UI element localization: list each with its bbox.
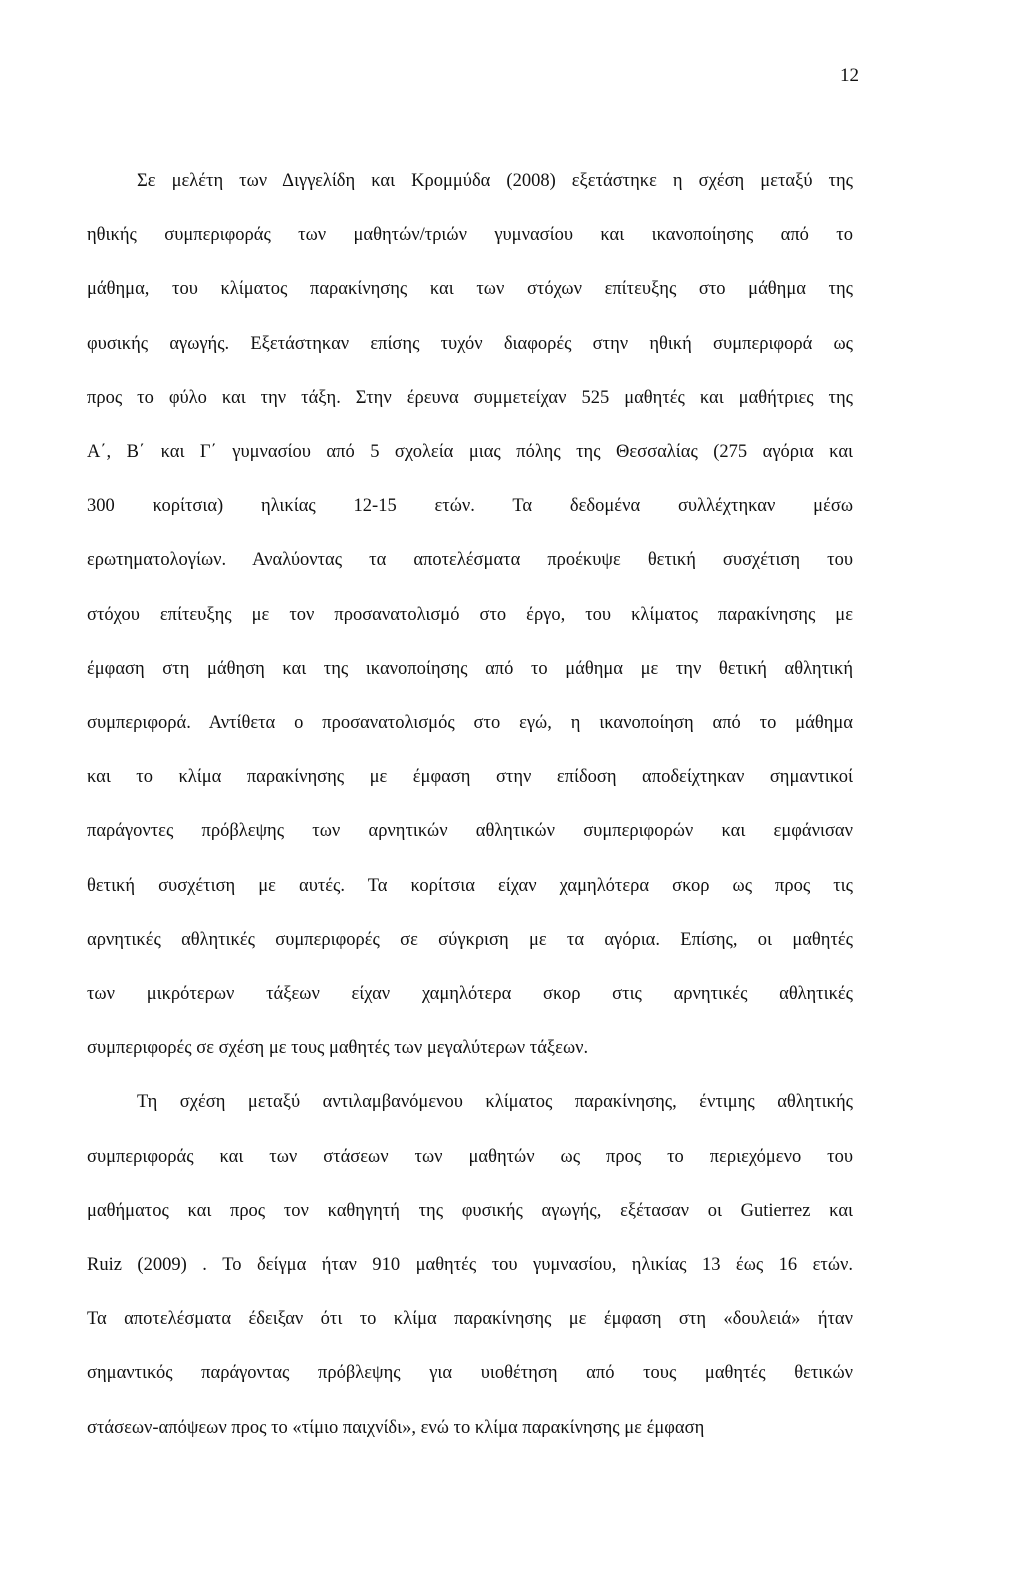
text-line-content: ερωτηματολογίων. Αναλύοντας τα αποτελέσματα προέκυψε θετική συσχέτιση του xyxy=(87,550,853,570)
text-line-content: 300 κορίτσια) ηλικίας 12-15 ετών. Τα δεδομένα συλλέχτηκαν μέσω xyxy=(87,496,853,516)
text-line xyxy=(0,276,1024,330)
text-line-content: συμπεριφοράς και των στάσεων των μαθητών ως προς το περιεχόμενο του xyxy=(87,1147,853,1167)
text-line xyxy=(0,1252,1024,1306)
text-line-content: προς το φύλο και την τάξη. Στην έρευνα συμμετείχαν 525 μαθητές και μαθήτριες της xyxy=(87,388,853,408)
text-line-content: Τη σχέση μεταξύ αντιλαμβανόμενου κλίματος παρακίνησης, έντιμης αθλητικής xyxy=(137,1092,853,1112)
text-line xyxy=(0,493,1024,547)
text-line-content: θετική συσχέτιση με αυτές. Τα κορίτσια είχαν χαμηλότερα σκορ ως προς τις xyxy=(87,876,853,896)
text-line-content: στάσεων-απόψεων προς το «τίμιο παιχνίδι», ενώ το κλίμα παρακίνησης με έμφαση xyxy=(87,1418,705,1438)
text-line-content: των μικρότερων τάξεων είχαν χαμηλότερα σκορ στις αρνητικές αθλητικές xyxy=(87,984,853,1004)
text-line-content: Τα αποτελέσματα έδειξαν ότι το κλίμα παρακίνησης με έμφαση στη «δουλειά» ήταν xyxy=(87,1309,853,1329)
text-line xyxy=(0,1306,1024,1360)
text-line-content: συμπεριφορές σε σχέση με τους μαθητές των μεγαλύτερων τάξεων. xyxy=(87,1038,589,1058)
text-line xyxy=(0,385,1024,439)
text-line xyxy=(0,547,1024,601)
text-line xyxy=(0,1089,1024,1143)
text-line xyxy=(0,710,1024,764)
text-line xyxy=(0,1144,1024,1198)
text-line xyxy=(0,1360,1024,1414)
text-line xyxy=(0,656,1024,710)
text-line-content: μαθήματος και προς τον καθηγητή της φυσικής αγωγής, εξέτασαν οι Gutierrez και xyxy=(87,1201,853,1221)
text-line xyxy=(0,873,1024,927)
text-line-content: στόχου επίτευξης με τον προσανατολισμό στο έργο, του κλίματος παρακίνησης με xyxy=(87,605,853,625)
text-line xyxy=(0,927,1024,981)
text-line-content: ηθικής συμπεριφοράς των μαθητών/τριών γυμνασίου και ικανοποίησης από το xyxy=(87,225,853,245)
text-line xyxy=(0,439,1024,493)
text-line xyxy=(0,331,1024,385)
text-line xyxy=(0,764,1024,818)
text-line-content: σημαντικός παράγοντας πρόβλεψης για υιοθέτηση από τους μαθητές θετικών xyxy=(87,1363,853,1383)
text-line-content: αρνητικές αθλητικές συμπεριφορές σε σύγκριση με τα αγόρια. Επίσης, οι μαθητές xyxy=(87,930,853,950)
text-line xyxy=(0,222,1024,276)
text-line-content: Ruiz (2009) . Το δείγμα ήταν 910 μαθητές του γυμνασίου, ηλικίας 13 έως 16 ετών. xyxy=(87,1255,853,1275)
text-line xyxy=(0,818,1024,872)
text-line-content: έμφαση στη μάθηση και της ικανοποίησης από το μάθημα με την θετική αθλητική xyxy=(87,659,853,679)
text-line xyxy=(0,1035,1024,1089)
text-line xyxy=(0,1198,1024,1252)
text-line-content: και το κλίμα παρακίνησης με έμφαση στην επίδοση αποδείχτηκαν σημαντικοί xyxy=(87,767,853,787)
text-line-content: παράγοντες πρόβλεψης των αρνητικών αθλητικών συμπεριφορών και εμφάνισαν xyxy=(87,821,853,841)
page-number: 12 xyxy=(840,65,859,86)
text-line xyxy=(0,602,1024,656)
text-line xyxy=(0,168,1024,222)
text-line xyxy=(0,1415,1024,1469)
text-line-content: Σε μελέτη των Διγγελίδη και Κρομμύδα (2008) εξετάστηκε η σχέση μεταξύ της xyxy=(137,171,853,191)
text-line-content: μάθημα, του κλίματος παρακίνησης και των στόχων επίτευξης στο μάθημα της xyxy=(87,279,853,299)
text-line-content: φυσικής αγωγής. Εξετάστηκαν επίσης τυχόν διαφορές στην ηθική συμπεριφορά ως xyxy=(87,334,853,354)
text-line-content: Α΄, Β΄ και Γ΄ γυμνασίου από 5 σχολεία μιας πόλης της Θεσσαλίας (275 αγόρια και xyxy=(87,442,853,462)
text-line xyxy=(0,981,1024,1035)
text-line-content: συμπεριφορά. Αντίθετα ο προσανατολισμός στο εγώ, η ικανοποίηση από το μάθημα xyxy=(87,713,853,733)
